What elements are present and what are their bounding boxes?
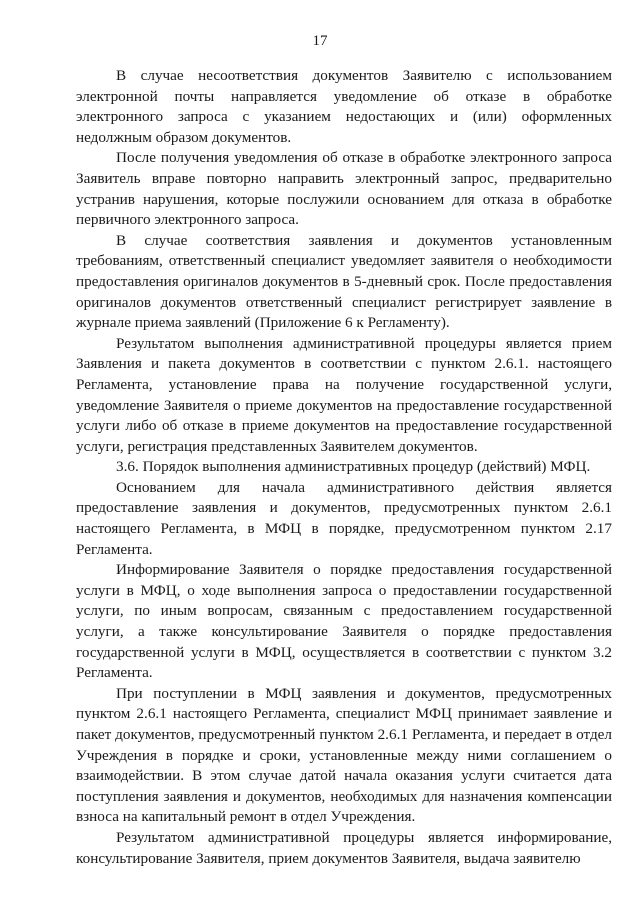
- paragraph-mfc-receipt: При поступлении в МФЦ заявления и документов, предусмотренных пунктом 2.6.1 настоящего Регламента, специалист МФЦ принимает заявление и пакет документов, предусмотренный пунктом 2.6.1 Регламента, и передает в отдел Учреждения в порядке и сроки, установленные между ними соглашением о взаимодействии. В этом случае датой начала оказания услуги считается дата поступления заявления и документов, необходимых для назначения компенсации взноса на капитальный ремонт в отдел Учреждения.: [76, 684, 612, 826]
- document-body: [76, 66, 612, 869]
- paragraph-final-result: Результатом административной процедуры является информирование, консультирование Заявителя, прием документов Заявителя, выдача заявителю: [76, 828, 612, 867]
- paragraph-informing: Информирование Заявителя о порядке предоставления государственной услуги в МФЦ, о ходе выполнения запроса о предоставлении государственной услуги, по иным вопросам, связанным с предоставлением государственной услуги, а также консультирование Заявителя о порядке предоставления государственной услуги в МФЦ, осуществляется в соответствии с пунктом 3.2 Регламента.: [76, 561, 612, 682]
- paragraph-document-mismatch: В случае несоответствия документов Заявителю с использованием электронной почты направляется уведомление об отказе в обработке электронного запроса с указанием недостающих и (или) оформленных недолжным образом документов.: [76, 67, 612, 146]
- paragraph-resubmission: После получения уведомления об отказе в обработке электронного запроса Заявитель вправе повторно направить электронный запрос, предварительно устранив нарушения, которые послужили основанием для отказа в обработке первичного электронного запроса.: [76, 149, 612, 229]
- paragraph-procedure-result: Результатом выполнения административной процедуры является прием Заявления и пакета документов в соответствии с пунктом 2.6.1. настоящего Регламента, установление права на получение государственной услуги, уведомление Заявителя о приеме документов на предоставление государственной услуги либо об отказе в приеме документов на предоставление государственной услуги, регистрация представленных Заявителем документов.: [76, 334, 612, 455]
- page-number: 17: [312, 33, 328, 49]
- paragraph-originals: В случае соответствия заявления и документов установленным требованиям, ответственный специалист уведомляет заявителя о необходимости предоставления оригиналов документов в 5-дневный срок. После предоставления оригиналов документов ответственный специалист регистрирует заявление в журнале приема заявлений (Приложение 6 к Регламенту).: [76, 231, 612, 332]
- section-heading-3-6: 3.6. Порядок выполнения административных процедур (действий) МФЦ.: [116, 458, 591, 476]
- paragraph-basis: Основанием для начала административного действия является предоставление заявления и документов, предусмотренных пунктом 2.6.1 настоящего Регламента, в МФЦ в порядке, предусмотренном пунктом 2.17 Регламента.: [76, 478, 612, 558]
